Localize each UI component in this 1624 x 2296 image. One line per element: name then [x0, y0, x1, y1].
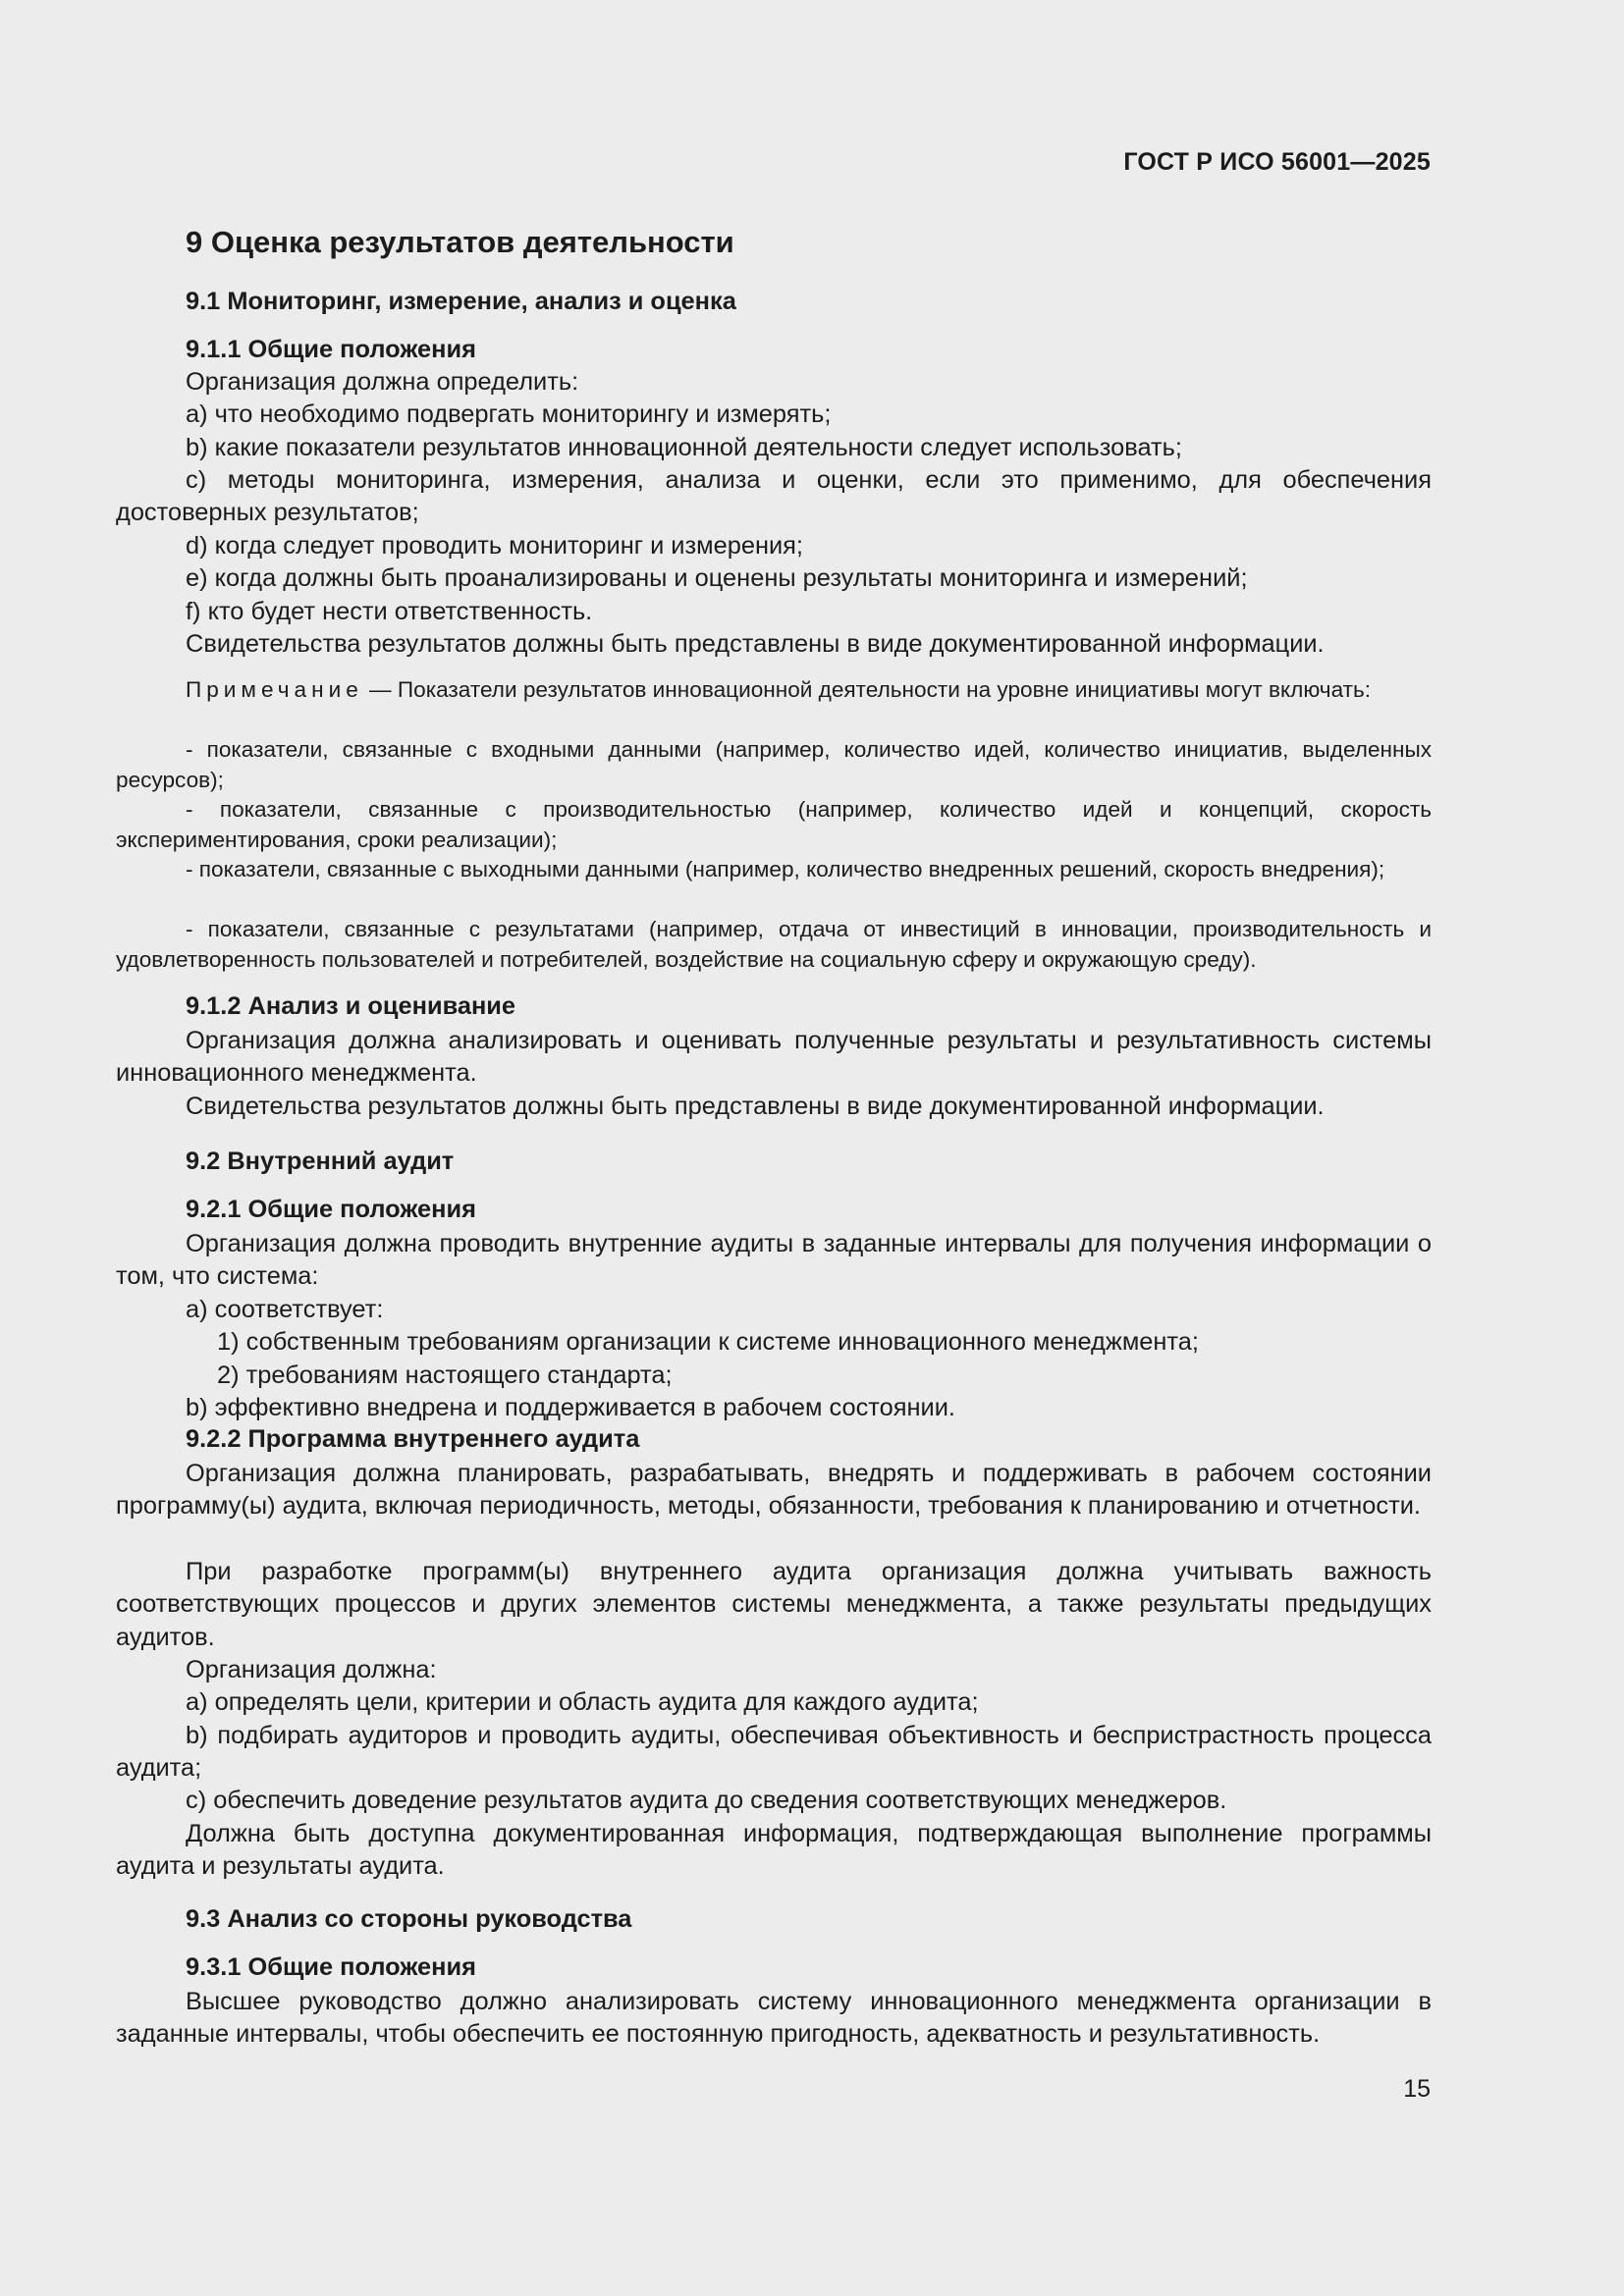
note-list-item: - показатели, связанные с выходными данными (например, количество внедренных решений, скорость внедрения);: [186, 857, 1385, 881]
section-9-2-2-title: 9.2.2 Программа внутреннего аудита: [186, 1425, 640, 1453]
note-text: — Показатели результатов инновационной деятельности на уровне инициативы могут включать:: [362, 677, 1372, 702]
note-label: Примечание: [186, 677, 363, 702]
list-item: e) когда должны быть проанализированы и оценены результаты мониторинга и измерений;: [186, 564, 1248, 592]
list-item: 1) собственным требованиям организации к системе инновационного менеджмента;: [217, 1328, 1199, 1356]
list-item: 2) требованиям настоящего стандарта;: [217, 1362, 673, 1389]
list-item: a) определять цели, критерии и область аудита для каждого аудита;: [186, 1688, 979, 1716]
section-9-1-2-title: 9.1.2 Анализ и оценивание: [186, 992, 516, 1020]
list-item: b) какие показатели результатов инновационной деятельности следует использовать;: [186, 434, 1182, 461]
section-9-2-1-title: 9.2.1 Общие положения: [186, 1196, 476, 1223]
paragraph: Организация должна проводить внутренние аудиты в заданные интервалы для получения информации о том, что система:: [116, 1230, 1432, 1291]
note: [116, 675, 1432, 706]
document-header: ГОСТ Р ИСО 56001—2025: [1123, 148, 1431, 176]
paragraph: Высшее руководство должно анализировать систему инновационного менеджмента организации в заданные интервалы, чтобы обеспечить ее постоянную пригодность, адекватность и результативность.: [116, 1988, 1432, 2049]
note-list-item: - показатели, связанные с производительностью (например, количество идей и концепций, скорость экспериментирования, сроки реализации);: [116, 797, 1432, 852]
page-number: 15: [1403, 2075, 1431, 2103]
section-9-1-title: 9.1 Мониторинг, измерение, анализ и оценка: [186, 288, 736, 315]
paragraph: Должна быть доступна документированная информация, подтверждающая выполнение программы аудита и результаты аудита.: [116, 1820, 1432, 1881]
list-item: d) когда следует проводить мониторинг и измерения;: [186, 532, 803, 560]
paragraph: При разработке программ(ы) внутреннего аудита организация должна учитывать важность соответствующих процессов и других элементов системы менеджмента, а также результаты предыдущих аудитов.: [116, 1558, 1432, 1651]
note-list-item: - показатели, связанные с входными данными (например, количество идей, количество инициатив, выделенных ресурсов);: [116, 737, 1432, 792]
list-item: c) методы мониторинга, измерения, анализа и оценки, если это применимо, для обеспечения достоверных результатов;: [116, 466, 1432, 527]
list-item: b) эффективно внедрена и поддерживается в рабочем состоянии.: [186, 1394, 955, 1421]
note-list-item: - показатели, связанные с результатами (например, отдача от инвестиций в инновации, производительность и удовлетворенность пользователей и потребителей, воздействие на социальную сферу и окружающую среду).: [116, 917, 1432, 972]
section-9-3-title: 9.3 Анализ со стороны руководства: [186, 1905, 632, 1933]
paragraph: Свидетельства результатов должны быть представлены в виде документированной информации.: [186, 630, 1325, 658]
paragraph: Организация должна анализировать и оценивать полученные результаты и результативность системы инновационного менеджмента.: [116, 1027, 1432, 1088]
list-item: a) что необходимо подвергать мониторингу и измерять;: [186, 400, 832, 428]
section-9-3-1-title: 9.3.1 Общие положения: [186, 1953, 476, 1981]
section-9-title: 9 Оценка результатов деятельности: [186, 225, 734, 259]
list-item: c) обеспечить доведение результатов аудита до сведения соответствующих менеджеров.: [186, 1787, 1227, 1814]
paragraph: Организация должна планировать, разрабатывать, внедрять и поддерживать в рабочем состоянии программу(ы) аудита, включая периодичность, методы, обязанности, требования к планированию и отчетности.: [116, 1460, 1432, 1521]
section-9-1-1-title: 9.1.1 Общие положения: [186, 336, 476, 363]
list-item: a) соответствует:: [186, 1296, 384, 1323]
section-9-2-title: 9.2 Внутренний аудит: [186, 1148, 455, 1175]
paragraph: Свидетельства результатов должны быть представлены в виде документированной информации.: [186, 1093, 1325, 1120]
list-item: b) подбирать аудиторов и проводить аудиты, обеспечивая объективность и беспристрастность процесса аудита;: [116, 1722, 1432, 1783]
paragraph: Организация должна определить:: [186, 368, 579, 396]
paragraph: Организация должна:: [186, 1656, 437, 1683]
list-item: f) кто будет нести ответственность.: [186, 598, 593, 625]
